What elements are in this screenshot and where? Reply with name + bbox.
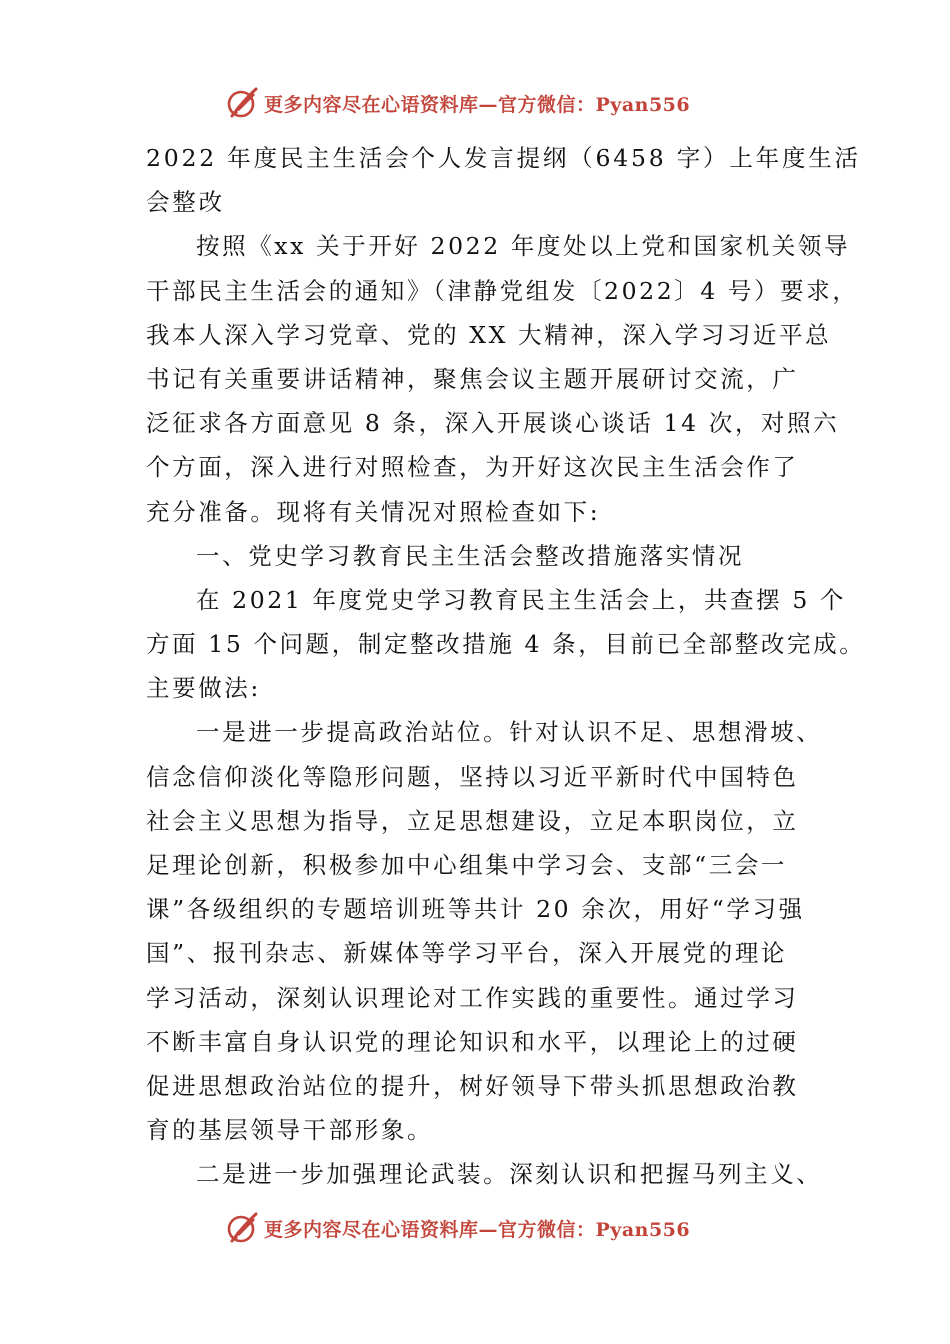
section-heading xyxy=(146,534,811,578)
watermark-text: 更多内容尽在心语资料库—官方微信：Pyan556 xyxy=(264,93,691,116)
text-line: 学习活动，深刻认识理论对工作实践的重要性。通过学习 xyxy=(146,983,799,1012)
text-line: 方面 15 个问题，制定整改措施 4 条，目前已全部整改完成。 xyxy=(146,630,866,659)
paragraph-intro xyxy=(146,224,859,533)
text-line: 泛征求各方面意见 8 条，深入开展谈心谈话 14 次，对照六 xyxy=(146,409,840,438)
text-line: 国”、报刊杂志、新媒体等学习平台，深入开展党的理论 xyxy=(146,939,788,968)
heading-line: 一、党史学习教育民主生活会整改措施落实情况 xyxy=(196,541,745,570)
paragraph-point-one xyxy=(146,710,823,1152)
title-line: 会整改 xyxy=(146,188,225,217)
text-line: 我本人深入学习党章、党的 XX 大精神，深入学习习近平总 xyxy=(146,320,832,349)
text-line: 一是进一步提高政治站位。针对认识不足、思想滑坡、 xyxy=(196,718,823,747)
watermark-text: 更多内容尽在心语资料库—官方微信：Pyan556 xyxy=(264,1218,691,1241)
text-line: 二是进一步加强理论武装。深刻认识和把握马列主义、 xyxy=(196,1160,823,1189)
paragraph-point-two xyxy=(146,1152,823,1196)
text-line: 主要做法: xyxy=(146,674,261,703)
text-line: 按照《xx 关于开好 2022 年度处以上党和国家机关领导 xyxy=(196,232,851,261)
text-line: 不断丰富自身认识党的理论知识和水平，以理论上的过硬 xyxy=(146,1027,799,1056)
pen-logo-icon xyxy=(226,86,260,120)
text-line: 社会主义思想为指导，立足思想建设，立足本职岗位，立 xyxy=(146,806,799,835)
pen-logo-icon xyxy=(226,1211,260,1245)
text-line: 在 2021 年度党史学习教育民主生活会上，共查摆 5 个 xyxy=(196,585,847,614)
document-title xyxy=(146,136,861,224)
paragraph-summary xyxy=(146,578,866,711)
text-line: 个方面，深入进行对照检查，为开好这次民主生活会作了 xyxy=(146,453,799,482)
title-line: 2022 年度民主生活会个人发言提纲（6458 字）上年度生活 xyxy=(146,144,861,172)
text-line: 育的基层领导干部形象。 xyxy=(146,1116,434,1145)
text-line: 促进思想政治站位的提升，树好领导下带头抓思想政治教 xyxy=(146,1071,799,1100)
text-line: 充分准备。现将有关情况对照检查如下: xyxy=(146,497,601,526)
watermark-banner-top xyxy=(226,86,690,120)
text-line: 干部民主生活会的通知》（津静党组发〔2022〕4 号）要求， xyxy=(146,276,859,305)
text-line: 信念信仰淡化等隐形问题，坚持以习近平新时代中国特色 xyxy=(146,762,799,791)
watermark-banner-bottom xyxy=(226,1211,690,1245)
document-body xyxy=(146,136,866,1197)
text-line: 足理论创新，积极参加中心组集中学习会、支部“三会一 xyxy=(146,851,788,879)
text-line: 课”各级组织的专题培训班等共计 20 余次，用好“学习强 xyxy=(146,895,805,924)
text-line: 书记有关重要讲话精神，聚焦会议主题开展研讨交流，广 xyxy=(146,364,799,393)
